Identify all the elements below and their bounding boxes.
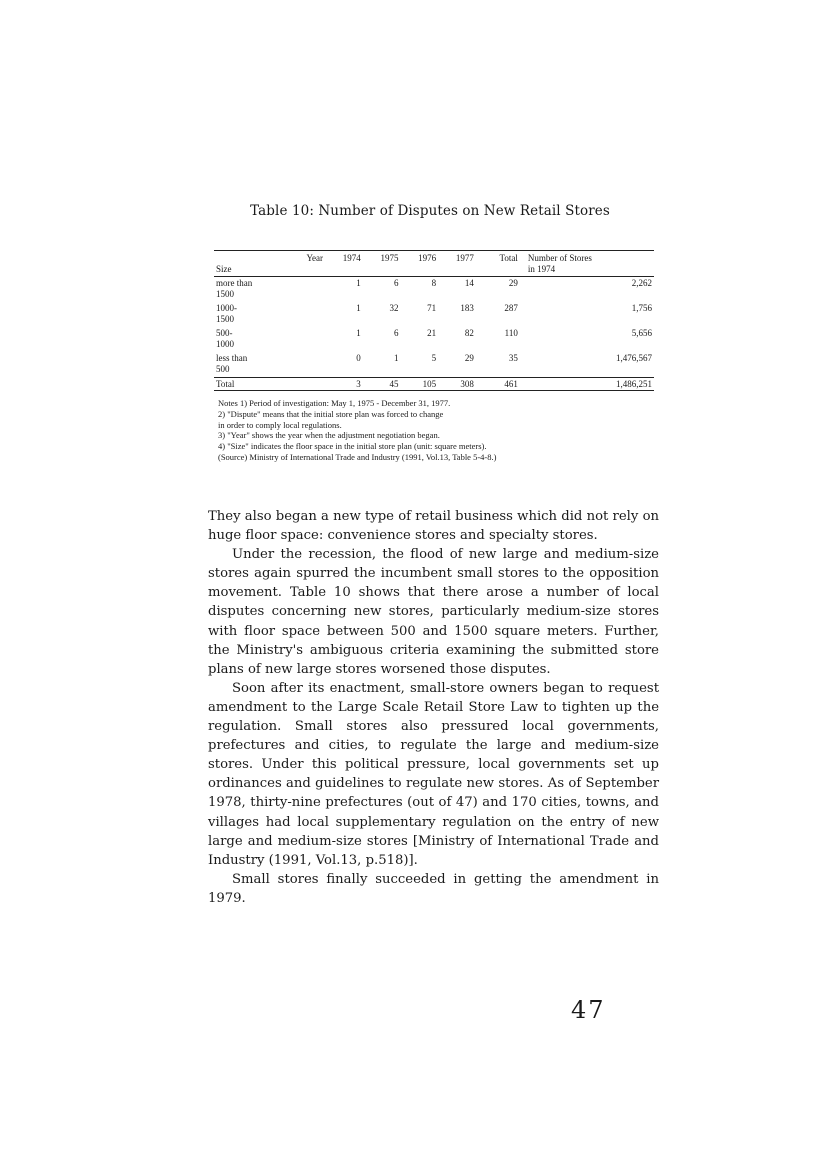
size-cell: 1000- 1500: [216, 303, 237, 324]
value-cell: 1: [356, 328, 361, 338]
table-caption: Table 10: Number of Disputes on New Retail Stores: [250, 203, 610, 219]
column-header: Total: [476, 251, 520, 265]
size-label: Size: [214, 264, 289, 277]
paragraph: Under the recession, the flood of new large and medium-size stores again spurred the incumbent small stores to the opposition movement. Table 10 shows that there arose a number of local disputes concerning new stores, particularly medium-size stores with floor space between 500 and 1500 square meters. Further, the Ministry's ambiguous criteria examining the submitted store plans of new large stores worsened those disputes.: [208, 547, 659, 677]
column-header: 1976: [400, 251, 438, 265]
stores-cell: 5,656: [631, 328, 652, 338]
column-header: 1975: [363, 251, 401, 265]
value-cell: 5: [431, 353, 437, 363]
value-cell: 35: [508, 353, 518, 363]
note-line: 2) "Dispute" means that the initial store plan was forced to change: [218, 408, 444, 419]
value-cell: 0: [356, 353, 361, 363]
table-row: [214, 277, 654, 303]
note-line: (Source) Ministry of International Trade and Industry (1991, Vol.13, Table 5-4-8.): [218, 451, 497, 462]
stores-header-year: in 1974: [520, 264, 654, 277]
size-cell: less than 500: [216, 353, 248, 374]
stores-cell: 2,262: [631, 278, 652, 288]
value-cell: 29: [464, 353, 474, 363]
disputes-table: [214, 250, 654, 391]
note-line: in order to comply local regulations.: [218, 419, 342, 430]
value-cell: 1: [356, 278, 361, 288]
value-cell: 82: [464, 328, 474, 338]
value-cell: 110: [504, 328, 518, 338]
value-cell: 14: [464, 278, 474, 288]
value-cell: 287: [504, 303, 518, 313]
table-corner: [214, 251, 289, 265]
value-cell: 6: [393, 328, 399, 338]
body-text: [208, 507, 659, 908]
value-cell: 8: [431, 278, 437, 288]
size-cell: 500- 1000: [216, 328, 234, 349]
total-cell: 461: [476, 378, 520, 391]
page-number: 47: [571, 996, 606, 1024]
year-label: Year: [289, 251, 325, 265]
value-cell: 21: [427, 328, 437, 338]
total-label: Total: [214, 378, 289, 391]
stores-cell: 1,756: [631, 303, 652, 313]
paragraph: Soon after its enactment, small-store owners began to request amendment to the Large Scale Retail Store Law to tighten up the regulation. Small stores also pressured local governments, prefectures and cities, to regulate the large and medium-size stores. Under this political pressure, local governments set up ordinances and guidelines to regulate new stores. As of September 1978, thirty-nine prefectures (out of 47) and 170 cities, towns, and villages had local supplementary regulation on the entry of new large and medium-size stores [Ministry of International Trade and Industry (1991, Vol.13, p.518)].: [208, 680, 659, 868]
total-cell: 105: [400, 378, 438, 391]
table-row: [214, 327, 654, 352]
total-stores-cell: 1,486,251: [520, 378, 654, 391]
size-cell: more than 1500: [216, 278, 253, 299]
column-header: 1974: [325, 251, 363, 265]
table-row: [214, 302, 654, 327]
value-cell: 183: [460, 303, 474, 313]
value-cell: 1: [356, 303, 361, 313]
stores-cell: 1,476,567: [616, 353, 652, 363]
value-cell: 6: [393, 278, 399, 288]
note-line: 4) "Size" indicates the floor space in the initial store plan (unit: square meters).: [218, 441, 487, 452]
value-cell: 32: [389, 303, 399, 313]
total-cell: 308: [438, 378, 476, 391]
column-header: 1977: [438, 251, 476, 265]
value-cell: 71: [427, 303, 437, 313]
paragraph: Small stores finally succeeded in getting the amendment in 1979.: [208, 871, 659, 906]
note-line: Notes 1) Period of investigation: May 1, 1975 - December 31, 1977.: [218, 398, 451, 408]
table-row: [214, 352, 654, 378]
total-cell: 45: [363, 378, 401, 391]
note-line: 3) "Year" shows the year when the adjustment negotiation began.: [218, 430, 440, 441]
stores-header: Number of Stores: [520, 251, 654, 265]
paragraph: They also began a new type of retail business which did not rely on huge floor space: convenience stores and specialty stores.: [208, 509, 659, 544]
total-cell: 3: [325, 378, 363, 391]
value-cell: 29: [508, 278, 518, 288]
table-total-row: [214, 378, 654, 391]
value-cell: 1: [393, 353, 399, 363]
table-notes: [218, 398, 678, 463]
